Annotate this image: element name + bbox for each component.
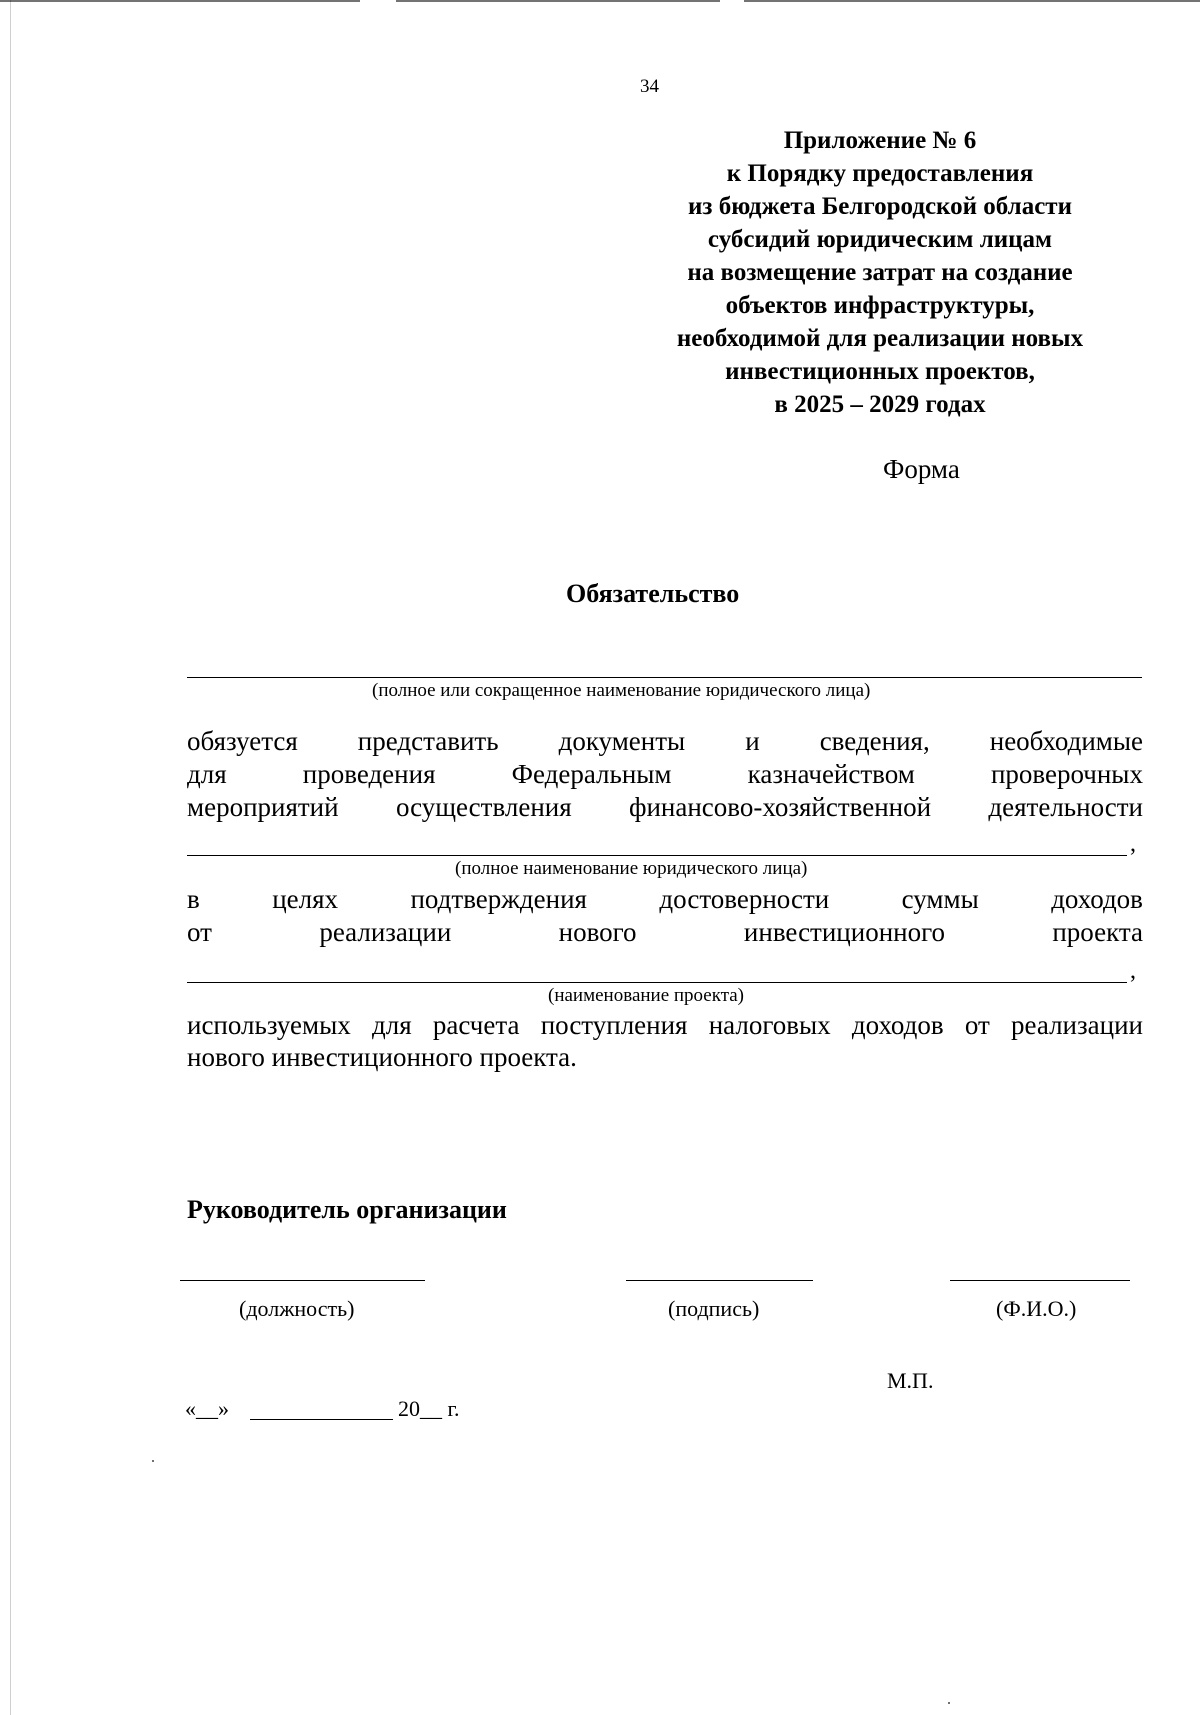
- appendix-line: из бюджета Белгородской области: [688, 193, 1072, 220]
- word: реализации: [319, 917, 452, 947]
- word: осуществления: [395, 792, 572, 822]
- word: суммы: [901, 884, 979, 914]
- page-number: 34: [640, 76, 659, 97]
- legal-entity-full-name-field[interactable]: [187, 855, 1127, 856]
- word: от: [187, 917, 212, 947]
- paragraph-2-line-2: [187, 917, 1143, 948]
- word: деятельности: [988, 792, 1143, 822]
- manager-heading: Руководитель организации: [187, 1195, 507, 1224]
- position-field[interactable]: [180, 1280, 425, 1281]
- paragraph-1-line-1: [187, 726, 1143, 757]
- appendix-line: необходимой для реализации новых: [676, 325, 1084, 352]
- legal-entity-name-caption: (полное или сокращенное наименование юридического лица): [372, 680, 871, 701]
- signature-field[interactable]: [626, 1280, 813, 1281]
- stamp-placeholder: М.П.: [887, 1368, 934, 1393]
- word: в: [187, 884, 200, 914]
- scan-speck: [152, 1460, 154, 1462]
- word: проекта: [1052, 917, 1143, 947]
- paragraph-1-line-2: [187, 759, 1143, 790]
- word: документы: [558, 726, 686, 756]
- project-name-field[interactable]: [187, 982, 1127, 983]
- appendix-line: Приложение № 6: [783, 127, 977, 154]
- paragraph-1-line-3: [187, 792, 1143, 823]
- word: проверочных: [990, 759, 1143, 789]
- appendix-line: инвестиционных проектов,: [725, 358, 1035, 385]
- paragraph-3-line-1: используемых для расчета поступления налоговых доходов от реализации: [187, 1010, 1143, 1040]
- word: Федеральным: [511, 759, 672, 789]
- appendix-line: объектов инфраструктуры,: [725, 292, 1035, 319]
- legal-entity-name-field[interactable]: [187, 677, 1142, 678]
- scan-edge: [10, 0, 11, 1715]
- appendix-line: в 2025 – 2029 годах: [774, 391, 986, 418]
- word: представить: [357, 726, 499, 756]
- form-label: Форма: [883, 454, 960, 484]
- word: необходимые: [989, 726, 1143, 756]
- word: обязуется: [187, 726, 298, 756]
- word: сведения,: [819, 726, 930, 756]
- comma: ,: [1130, 831, 1136, 857]
- word: достоверности: [659, 884, 830, 914]
- date-day: «__»: [185, 1396, 229, 1421]
- word: казначейством: [747, 759, 915, 789]
- appendix-line: к Порядку предоставления: [726, 160, 1034, 187]
- full-name-caption: (Ф.И.О.): [996, 1296, 1077, 1321]
- word: мероприятий: [187, 792, 339, 822]
- document-title: Обязательство: [566, 579, 740, 608]
- full-name-field[interactable]: [950, 1280, 1130, 1281]
- word: доходов: [1051, 884, 1143, 914]
- word: инвестиционного: [743, 917, 945, 947]
- appendix-header: [600, 124, 1160, 421]
- word: подтверждения: [410, 884, 587, 914]
- date-year: 20__ г.: [398, 1396, 460, 1421]
- appendix-line: на возмещение затрат на создание: [687, 259, 1073, 286]
- paragraph-3-line-2: нового инвестиционного проекта.: [187, 1042, 577, 1072]
- word: и: [745, 726, 760, 756]
- appendix-line: субсидий юридическим лицам: [707, 226, 1053, 253]
- date-month-field[interactable]: [250, 1419, 393, 1420]
- word: нового: [558, 917, 637, 947]
- project-name-caption: (наименование проекта): [548, 985, 745, 1006]
- comma: ,: [1130, 958, 1136, 984]
- word: проведения: [302, 759, 436, 789]
- position-caption: (должность): [239, 1296, 355, 1321]
- word: финансово-хозяйственной: [628, 792, 932, 822]
- word: для: [187, 759, 227, 789]
- scan-top-edge: [0, 0, 1200, 2]
- word: целях: [272, 884, 339, 914]
- paragraph-2-line-1: [187, 884, 1143, 915]
- scan-speck: [948, 1702, 950, 1704]
- legal-entity-full-name-caption: (полное наименование юридического лица): [455, 858, 808, 879]
- signature-caption: (подпись): [668, 1296, 760, 1321]
